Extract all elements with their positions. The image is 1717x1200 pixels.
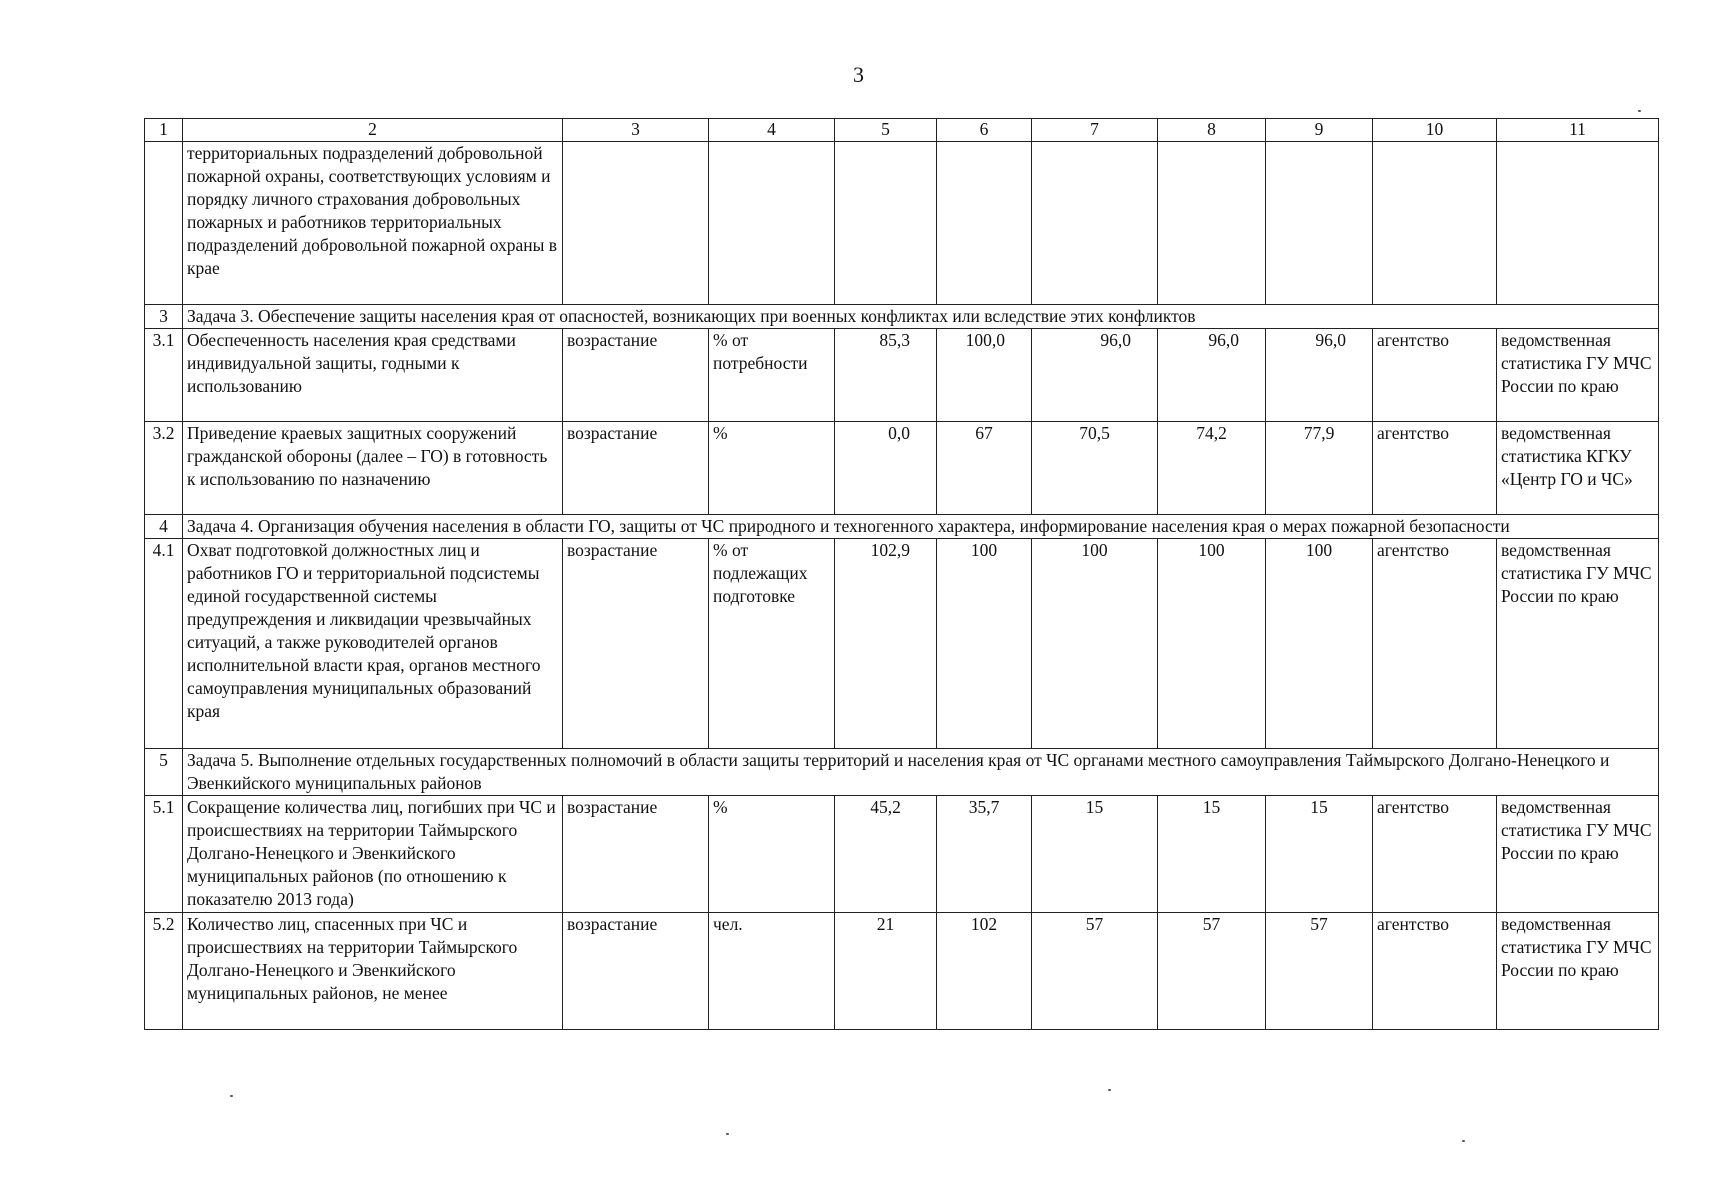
value-cell: 21	[835, 913, 937, 1030]
header-cell: 6	[937, 119, 1032, 142]
value-cell: 45,2	[835, 796, 937, 913]
unit-cell: %	[709, 796, 835, 913]
row-number: 3.1	[145, 329, 183, 422]
header-cell: 7	[1032, 119, 1158, 142]
task-row	[145, 305, 1659, 329]
row-number: 4	[145, 515, 183, 539]
value-cell: 100	[1158, 539, 1266, 749]
value-cell: 85,3	[835, 329, 937, 422]
unit-cell: чел.	[709, 913, 835, 1030]
direction-cell: возрастание	[563, 913, 709, 1030]
value-cell: 57	[1158, 913, 1266, 1030]
unit-cell: % от потребности	[709, 329, 835, 422]
value-cell: 35,7	[937, 796, 1032, 913]
header-cell: 3	[563, 119, 709, 142]
direction-cell: возрастание	[563, 329, 709, 422]
value-cell: 100,0	[937, 329, 1032, 422]
table-row	[145, 539, 1659, 749]
indicator-name: Охват подготовкой должностных лиц и работников ГО и территориальной подсистемы единой государственной системы предупреждения и ликвидации чрезвычайных ситуаций, а также руководителей органов исполнительной власти края, органов местного самоуправления муниципальных образований края	[183, 539, 563, 749]
scan-speck	[1108, 1089, 1111, 1091]
header-cell: 1	[145, 119, 183, 142]
indicator-name: Обеспеченность населения края средствами индивидуальной защиты, годными к использованию	[183, 329, 563, 422]
indicator-name: Сокращение количества лиц, погибших при ЧС и происшествиях на территории Таймырского Долгано-Ненецкого и Эвенкийского муниципальных районов (по отношению к показателю 2013 года)	[183, 796, 563, 913]
header-cell: 4	[709, 119, 835, 142]
value-cell: 74,2	[1158, 422, 1266, 515]
responsible-cell: агентство	[1373, 796, 1497, 913]
value-cell: 15	[1032, 796, 1158, 913]
responsible-cell: агентство	[1373, 422, 1497, 515]
source-cell: ведомственная статистика КГКУ «Центр ГО и ЧС»	[1497, 422, 1659, 515]
scan-speck	[1462, 1140, 1465, 1142]
value-cell: 77,9	[1266, 422, 1373, 515]
value-cell: 67	[937, 422, 1032, 515]
unit-cell: % от подлежащих подготовке	[709, 539, 835, 749]
scan-speck	[726, 1133, 729, 1135]
header-cell: 9	[1266, 119, 1373, 142]
value-cell: 100	[1266, 539, 1373, 749]
responsible-cell: агентство	[1373, 539, 1497, 749]
row-number: 3.2	[145, 422, 183, 515]
value-cell: 15	[1158, 796, 1266, 913]
table-row	[145, 329, 1659, 422]
indicator-name: Приведение краевых защитных сооружений гражданской обороны (далее – ГО) в готовность к использованию по назначению	[183, 422, 563, 515]
value-cell: 15	[1266, 796, 1373, 913]
value-cell: 57	[1266, 913, 1373, 1030]
task-row	[145, 515, 1659, 539]
direction-cell: возрастание	[563, 539, 709, 749]
scan-speck	[230, 1095, 233, 1097]
continuation-row	[145, 142, 1659, 305]
task-row	[145, 749, 1659, 796]
direction-cell: возрастание	[563, 422, 709, 515]
responsible-cell: агентство	[1373, 329, 1497, 422]
unit-cell: %	[709, 422, 835, 515]
scan-speck	[1638, 110, 1641, 112]
value-cell: 102,9	[835, 539, 937, 749]
responsible-cell: агентство	[1373, 913, 1497, 1030]
header-cell: 11	[1497, 119, 1659, 142]
value-cell: 57	[1032, 913, 1158, 1030]
row-number: 5.1	[145, 796, 183, 913]
value-cell: 70,5	[1032, 422, 1158, 515]
header-row	[145, 119, 1659, 142]
row-number: 5.2	[145, 913, 183, 1030]
page-number: 3	[853, 62, 864, 87]
indicators-table	[144, 118, 1659, 1030]
source-cell: ведомственная статистика ГУ МЧС России по краю	[1497, 796, 1659, 913]
table-row	[145, 913, 1659, 1030]
indicator-name: территориальных подразделений добровольной пожарной охраны, соответствующих условиям и порядку личного страхования добровольных пожарных и работников территориальных подразделений добровольной пожарной охраны в крае	[183, 142, 563, 305]
source-cell: ведомственная статистика ГУ МЧС России по краю	[1497, 913, 1659, 1030]
header-cell: 2	[183, 119, 563, 142]
value-cell: 96,0	[1032, 329, 1158, 422]
row-number: 4.1	[145, 539, 183, 749]
header-cell: 5	[835, 119, 937, 142]
row-number: 3	[145, 305, 183, 329]
header-cell: 8	[1158, 119, 1266, 142]
header-cell: 10	[1373, 119, 1497, 142]
table-row	[145, 796, 1659, 913]
task-text: Задача 5. Выполнение отдельных государственных полномочий в области защиты территорий и населения края от ЧС органами местного самоуправления Таймырского Долгано-Ненецкого и Эвенкийского муниципальных районов	[183, 749, 1659, 796]
task-text: Задача 4. Организация обучения населения в области ГО, защиты от ЧС природного и техногенного характера, информирование населения края о мерах пожарной безопасности	[183, 515, 1659, 539]
source-cell: ведомственная статистика ГУ МЧС России по краю	[1497, 539, 1659, 749]
value-cell: 96,0	[1266, 329, 1373, 422]
value-cell: 102	[937, 913, 1032, 1030]
value-cell: 0,0	[835, 422, 937, 515]
value-cell: 100	[1032, 539, 1158, 749]
row-number: 5	[145, 749, 183, 796]
direction-cell: возрастание	[563, 796, 709, 913]
source-cell: ведомственная статистика ГУ МЧС России по краю	[1497, 329, 1659, 422]
value-cell: 100	[937, 539, 1032, 749]
row-number	[145, 142, 183, 305]
task-text: Задача 3. Обеспечение защиты населения края от опасностей, возникающих при военных конфликтах или вследствие этих конфликтов	[183, 305, 1659, 329]
indicator-name: Количество лиц, спасенных при ЧС и происшествиях на территории Таймырского Долгано-Ненецкого и Эвенкийского муниципальных районов, не менее	[183, 913, 563, 1030]
value-cell: 96,0	[1158, 329, 1266, 422]
table-row	[145, 422, 1659, 515]
